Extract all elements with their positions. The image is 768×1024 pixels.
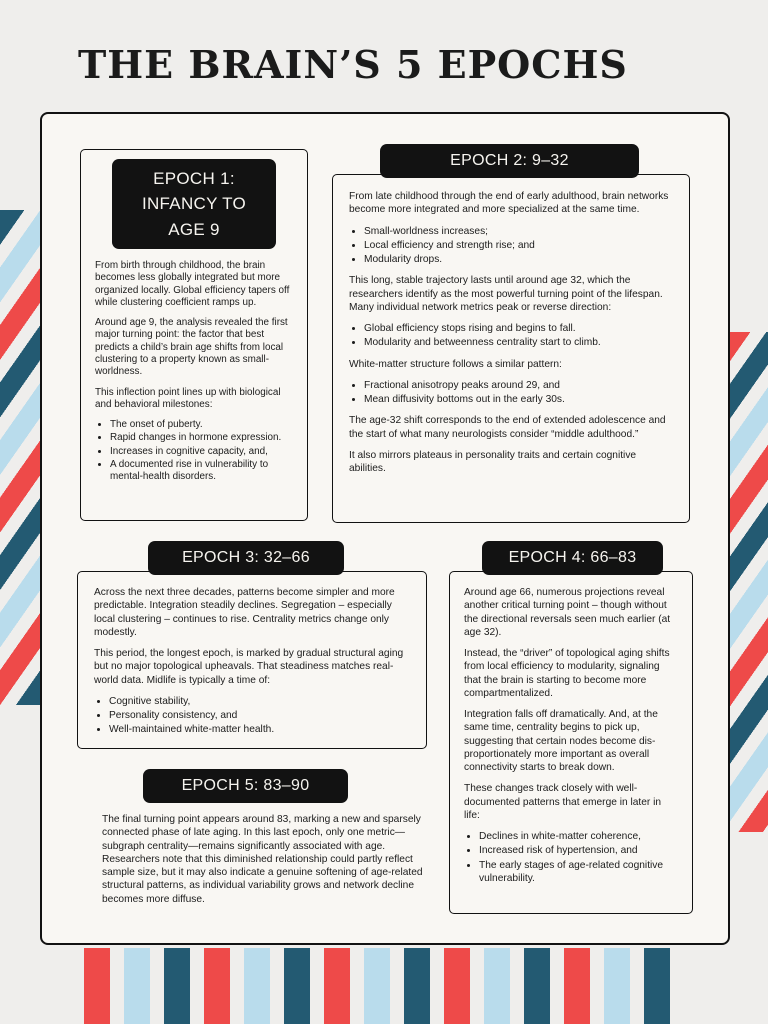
bullet-list: [349, 379, 673, 407]
bullet-item: • A documented rise in vulnerability to mental-health disorders.: [110, 459, 293, 484]
paragraph: This long, stable trajectory lasts until around age 32, which the researchers identify as the most powerful turning point of the lifespan. Many individual network metrics peak or reverse direction:: [349, 275, 663, 313]
bullet-item: • Rapid changes in hormone expression.: [110, 432, 293, 444]
bottom-bar: [444, 948, 470, 1024]
bottom-bars: [84, 948, 670, 1024]
bottom-bar: [164, 948, 190, 1024]
bullet-list: [95, 419, 293, 483]
paragraph: Instead, the “driver” of topological aging shifts from local efficiency to modularity, signaling that the brain is starting to become more compartmentalized.: [464, 648, 670, 699]
bottom-bar: [404, 948, 430, 1024]
epoch-2-box: [332, 174, 690, 523]
bullet-item: • Cognitive stability,: [109, 695, 410, 708]
bullet-item: • Well-maintained white-matter health.: [109, 723, 410, 736]
bottom-bar: [364, 948, 390, 1024]
epoch-4-box: [449, 571, 693, 914]
paragraph: The final turning point appears around 83, marking a new and sparsely connected phase of late aging. In this last epoch, only one metric—subgraph centrality—remains significantly associated with age. Researchers note that this diminished relationship could partly reflect sample size, but it may also indicate a genuine softening of age-related structural patterns, as individual variability grows and network decline becomes more diffuse.: [102, 814, 423, 905]
bullet-item: • Fractional anisotropy peaks around 29, and: [364, 379, 673, 392]
bottom-bar: [244, 948, 270, 1024]
bullet-item: • The early stages of age-related cognitive vulnerability.: [479, 859, 678, 886]
epoch-4-header: EPOCH 4: 66–83: [482, 541, 663, 575]
bullet-item: • Mean diffusivity bottoms out in the early 30s.: [364, 393, 673, 406]
paragraph: From birth through childhood, the brain becomes less globally integrated but more organized locally. Global efficiency tapers off while clustering coefficient ramps up.: [95, 260, 290, 308]
bullet-list: [94, 695, 410, 737]
epoch-2-header: EPOCH 2: 9–32: [380, 144, 639, 178]
bullet-item: • Increases in cognitive capacity, and,: [110, 446, 293, 458]
bottom-bar: [564, 948, 590, 1024]
bottom-bar: [204, 948, 230, 1024]
main-card: [40, 112, 730, 945]
paragraph: Integration falls off dramatically. And, at the same time, centrality begins to pick up, suggesting that certain nodes become dis-proportionately more important as overall connectivity starts to break down.: [464, 709, 658, 773]
bottom-bar: [84, 948, 110, 1024]
paragraph: From late childhood through the end of early adulthood, brain networks become more integrated and more specialized at the same time.: [349, 191, 669, 216]
bullet-item: • Declines in white-matter coherence,: [479, 830, 678, 843]
bottom-bar: [284, 948, 310, 1024]
bottom-bar: [124, 948, 150, 1024]
epoch-1-header: EPOCH 1: INFANCY TO AGE 9: [112, 159, 276, 249]
diagonal-stripes-left: [0, 210, 42, 705]
paragraph: Around age 9, the analysis revealed the first major turning point: the factor that best predicts a child’s brain age shifts from local clustering to a property known as small-worldness.: [95, 317, 288, 378]
bottom-bar: [324, 948, 350, 1024]
bullet-item: • Global efficiency stops rising and begins to fall.: [364, 322, 673, 335]
epoch-3-box: [77, 571, 427, 749]
bottom-bar: [484, 948, 510, 1024]
epoch-5-header: EPOCH 5: 83–90: [143, 769, 348, 803]
bullet-list: [349, 225, 673, 267]
paragraph: Across the next three decades, patterns become simpler and more predictable. Integration steadily declines. Segregation – especially local clustering – continues to rise. Centrality metrics change only modestly.: [94, 587, 395, 638]
epoch-3-body: [94, 586, 410, 737]
paragraph: Around age 66, numerous projections reveal another critical turning point – though without the directional reversals seen much earlier (at age 32).: [464, 587, 671, 638]
epoch-4-body: [464, 586, 678, 885]
bullet-item: • Modularity drops.: [364, 253, 673, 266]
epoch-1-body: [81, 260, 307, 495]
bottom-bar: [604, 948, 630, 1024]
bullet-item: • Modularity and betweenness centrality start to climb.: [364, 336, 673, 349]
bottom-bar: [524, 948, 550, 1024]
paragraph: This inflection point lines up with biological and behavioral milestones:: [95, 386, 281, 410]
bullet-list: [349, 322, 673, 350]
diagonal-stripes-right: [726, 332, 768, 832]
epoch-2-body: [349, 190, 673, 475]
epoch-1-box: [80, 149, 308, 521]
paragraph: These changes track closely with well-documented patterns that emerge in later in life:: [464, 783, 662, 821]
epoch-5-body: [102, 813, 429, 906]
bullet-item: • Increased risk of hypertension, and: [479, 844, 678, 857]
paragraph: White-matter structure follows a similar pattern:: [349, 358, 562, 370]
bullet-item: • Local efficiency and strength rise; and: [364, 239, 673, 252]
paragraph: This period, the longest epoch, is marked by gradual structural aging but no major topological upheavals. That steadiness matches real-world data. Midlife is typically a time of:: [94, 648, 404, 686]
epoch-3-header: EPOCH 3: 32–66: [148, 541, 344, 575]
bullet-item: • The onset of puberty.: [110, 419, 293, 431]
bullet-list: [464, 830, 678, 885]
paragraph: The age-32 shift corresponds to the end of extended adolescence and the start of what many neurologists consider “middle adulthood.”: [349, 415, 666, 440]
bullet-item: • Personality consistency, and: [109, 709, 410, 722]
page-title: THE BRAIN’S 5 EPOCHS: [78, 42, 628, 87]
paragraph: It also mirrors plateaus in personality traits and certain cognitive abilities.: [349, 449, 637, 474]
bottom-bar: [644, 948, 670, 1024]
bullet-item: • Small-worldness increases;: [364, 225, 673, 238]
